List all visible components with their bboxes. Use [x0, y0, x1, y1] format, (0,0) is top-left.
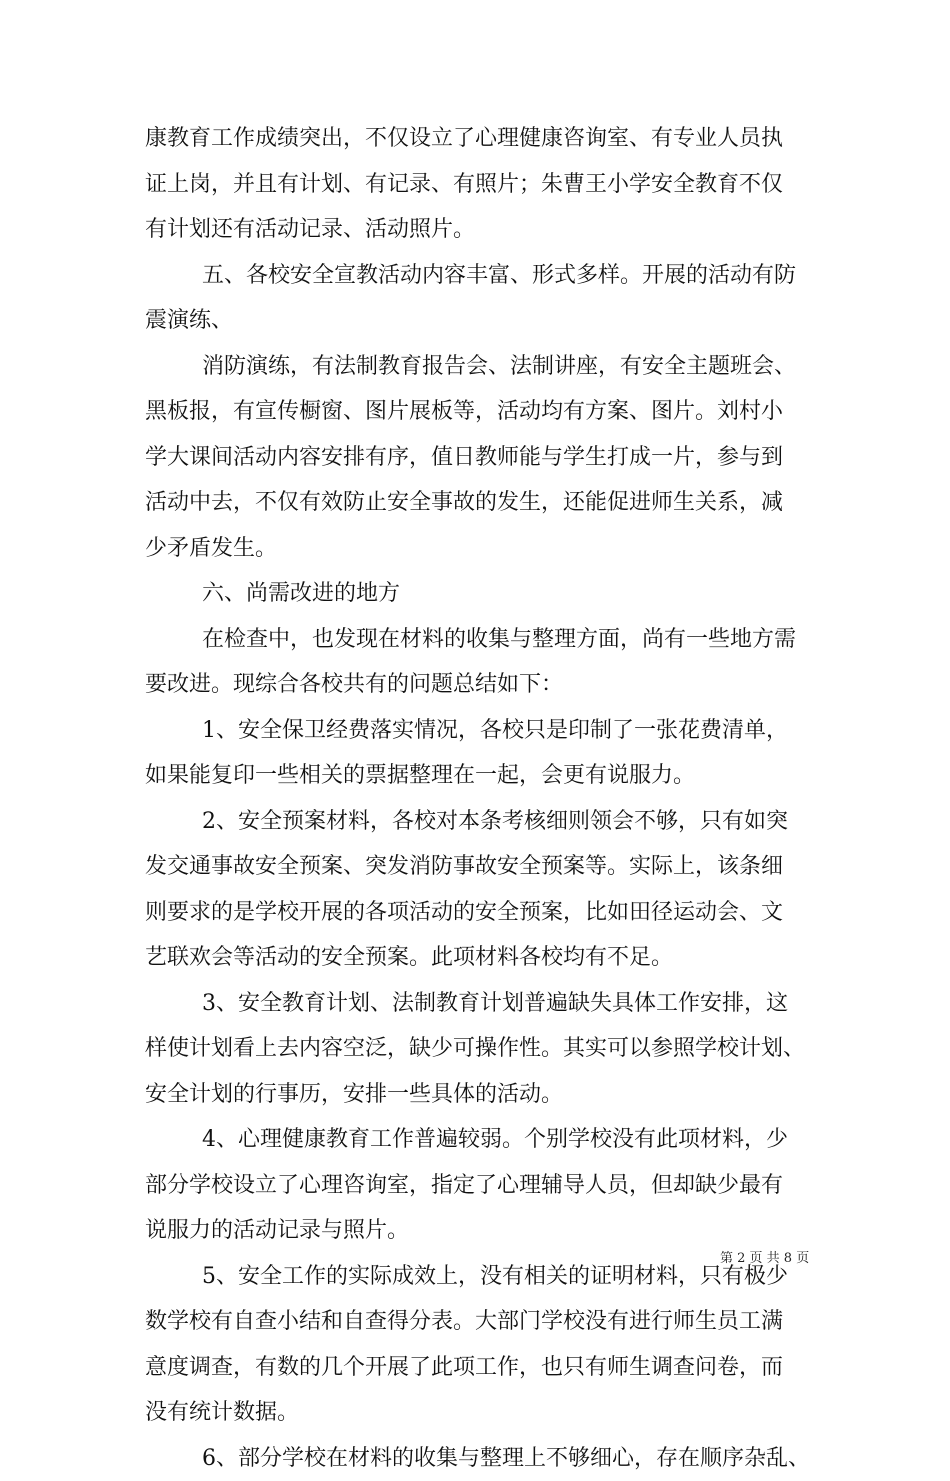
text-line: 康教育工作成绩突出，不仅设立了心理健康咨询室、有专业人员执	[145, 116, 813, 162]
text-line: 消防演练，有法制教育报告会、法制讲座，有安全主题班会、	[145, 344, 813, 390]
issue-5-line: 5、安全工作的实际成效上，没有相关的证明材料，只有极少	[145, 1254, 813, 1300]
text-line: 则要求的是学校开展的各项活动的安全预案，比如田径运动会、文	[145, 890, 813, 936]
text-line: 有计划还有活动记录、活动照片。	[145, 207, 813, 253]
text-line: 样使计划看上去内容空泛，缺少可操作性。其实可以参照学校计划、	[145, 1026, 813, 1072]
section-six-heading: 六、尚需改进的地方	[145, 571, 813, 617]
text-line: 学大课间活动内容安排有序，值日教师能与学生打成一片，参与到	[145, 435, 813, 481]
text-line: 少矛盾发生。	[145, 526, 813, 572]
text-line: 活动中去，不仅有效防止安全事故的发生，还能促进师生关系，减	[145, 480, 813, 526]
text-line: 要改进。现综合各校共有的问题总结如下：	[145, 662, 813, 708]
page-number-footer: 第 2 页 共 8 页	[720, 1247, 809, 1266]
section-five-line: 五、各校安全宣教活动内容丰富、形式多样。开展的活动有防	[145, 253, 813, 299]
text-line: 在检查中，也发现在材料的收集与整理方面，尚有一些地方需	[145, 617, 813, 663]
text-line: 发交通事故安全预案、突发消防事故安全预案等。实际上，该条细	[145, 844, 813, 890]
text-line: 安全计划的行事历，安排一些具体的活动。	[145, 1072, 813, 1118]
text-line: 部分学校设立了心理咨询室，指定了心理辅导人员，但却缺少最有	[145, 1163, 813, 1209]
body-text	[145, 116, 813, 1481]
issue-2-line: 2、安全预案材料，各校对本条考核细则领会不够，只有如突	[145, 799, 813, 845]
text-line: 说服力的活动记录与照片。	[145, 1208, 813, 1254]
issue-1-line: 1、安全保卫经费落实情况，各校只是印制了一张花费清单，	[145, 708, 813, 754]
issue-4-line: 4、心理健康教育工作普遍较弱。个别学校没有此项材料，少	[145, 1117, 813, 1163]
text-line: 艺联欢会等活动的安全预案。此项材料各校均有不足。	[145, 935, 813, 981]
text-line: 震演练、	[145, 298, 813, 344]
text-line: 证上岗，并且有计划、有记录、有照片；朱曹王小学安全教育不仅	[145, 162, 813, 208]
issue-3-line: 3、安全教育计划、法制教育计划普遍缺失具体工作安排，这	[145, 981, 813, 1027]
text-line: 意度调查，有数的几个开展了此项工作，也只有师生调查问卷，而	[145, 1345, 813, 1391]
text-line: 没有统计数据。	[145, 1390, 813, 1436]
text-line: 数学校有自查小结和自查得分表。大部门学校没有进行师生员工满	[145, 1299, 813, 1345]
text-line: 黑板报，有宣传橱窗、图片展板等，活动均有方案、图片。刘村小	[145, 389, 813, 435]
text-line: 如果能复印一些相关的票据整理在一起，会更有说服力。	[145, 753, 813, 799]
issue-6-line: 6、部分学校在材料的收集与整理上不够细心，存在顺序杂乱、	[145, 1436, 813, 1481]
